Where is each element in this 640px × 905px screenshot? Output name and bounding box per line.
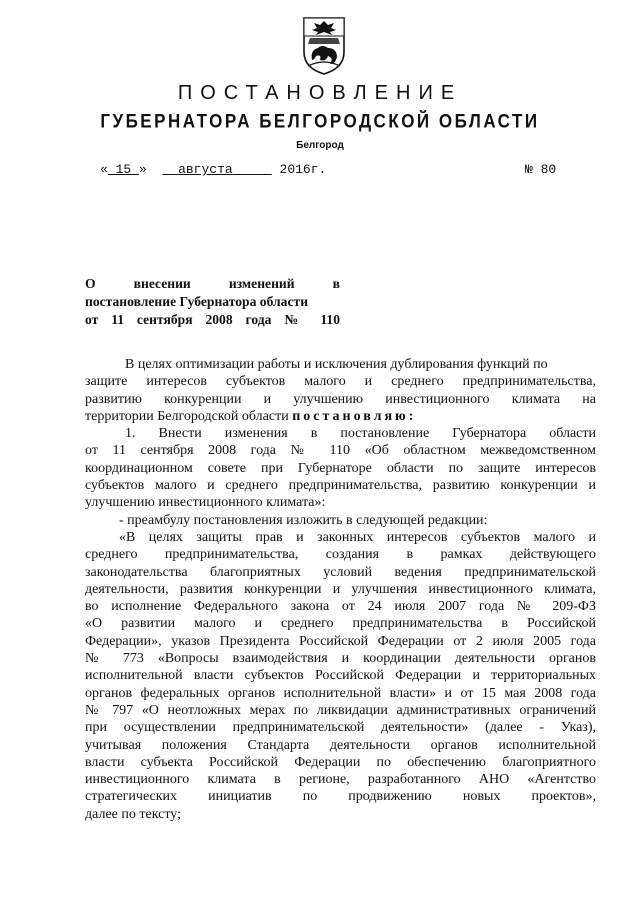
body-line: В целях оптимизации работы и исключения дублирования функций по [125,357,548,372]
body-line: законодательства благоприятных условий ведения предпринимательской [85,564,596,580]
document-subject [85,275,340,329]
body-line: № 773 «Вопросы взаимодействия и координации деятельности органов [85,651,596,667]
body-line: от 11 сентября 2008 года № 110 «Об областном межведомственном [85,443,596,459]
body-line: - преамбулу постановления изложить в следующей редакции: [119,512,488,528]
body-line: развитию конкуренции и улучшению инвестиционного климата на [85,391,596,407]
body-line: 1. Внести изменения в постановление Губернатора области [125,426,596,442]
body-line: власти субъекта Российской Федерации по обеспечению благоприятного [85,754,596,770]
body-line: при осуществлении предпринимательской деятельности» (далее - Указ), [85,720,596,736]
body-line: территории Белгородской области постановляю: [85,408,417,424]
city-name: Белгород [296,140,344,151]
number-prefix: № [525,162,533,177]
body-line: «В целях защиты прав и законных интересов субъектов малого и [119,529,596,545]
subject-line-2: постановление Губернатора области [85,294,309,309]
body-line: субъектов малого и среднего предпринимательства, развитию конкуренции и [85,478,596,494]
body-line: Федерации», указов Президента Российской Федерации от 2 июля 2005 года [85,633,596,649]
document-subtitle: ГУБЕРНАТОРА БЕЛГОРОДСКОЙ ОБЛАСТИ [100,110,540,132]
body-line: среднего предпринимательства, создания в рамках действующего [85,547,596,563]
decree-word: постановляю: [292,408,417,424]
document-date [100,162,326,177]
subject-line-1: О внесении изменений в [85,276,340,291]
date-open-quote: « [100,162,108,177]
body-line: стратегических инициатив по продвижению новых проектов», [85,789,596,805]
body-line: учитывая положения Стандарта деятельности органов исполнительной [85,737,596,753]
body-line: во исполнение Федерального закона от 24 июля 2007 года № 209-ФЗ [85,599,596,615]
body-line: инвестиционного климата в регионе, разработанного АНО «Агентство [85,772,596,788]
body-line: органов федеральных органов исполнительной власти» и от 15 мая 2008 года [85,685,596,701]
document-title: ПОСТАНОВЛЕНИЕ [177,82,463,104]
date-year: 2016 [279,162,311,177]
subject-line-3: от 11 сентября 2008 года № 110 [85,312,341,327]
body-line: «О развитии малого и среднего предпринимательства в Российской [85,616,596,632]
document-number [525,162,572,177]
date-day: 15 [115,162,132,177]
body-line: улучшению инвестиционного климата»: [85,495,326,511]
number-value: 80 [540,162,557,177]
date-month: августа [178,162,233,177]
body-line: координационном совете при Губернаторе области по защите интересов [85,460,596,476]
document-body [85,356,596,823]
body-line: исполнительной власти субъектов Российской Федерации и территориальных [85,668,596,684]
date-close-quote: » [139,162,147,177]
body-line: защите интересов субъектов малого и среднего предпринимательства, [85,374,596,390]
body-line: № 797 «О неотложных мерах по ликвидации административных ограничений [85,702,596,718]
date-suffix: г. [310,162,327,177]
body-line: деятельности, развития конкуренции и улучшения инвестиционного климата, [85,581,596,597]
coat-of-arms-icon [300,14,348,76]
body-line: далее по тексту; [85,806,182,822]
